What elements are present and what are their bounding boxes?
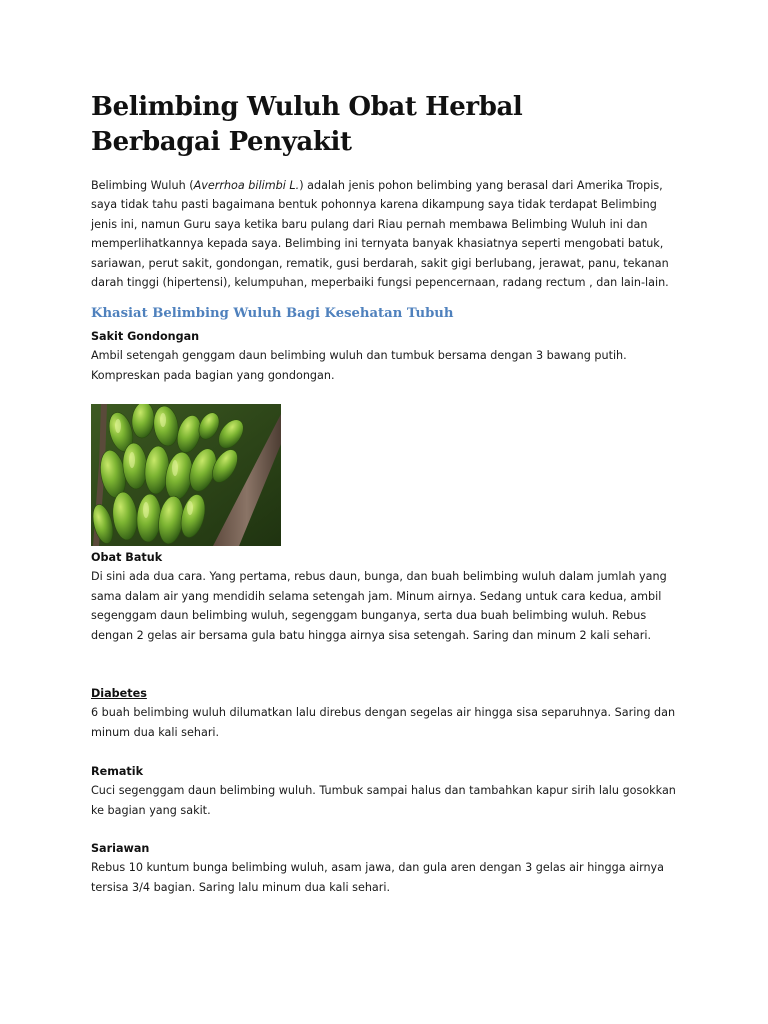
- scientific-name: Averrhoa bilimbi L.: [193, 179, 300, 192]
- section-heading: Khasiat Belimbing Wuluh Bagi Kesehatan Tubuh: [91, 306, 454, 321]
- intro-text-start: Belimbing Wuluh (: [91, 179, 194, 192]
- remedy-heading-batuk: Obat Batuk: [91, 551, 163, 564]
- intro-paragraph: [91, 176, 676, 292]
- page-title-line-1: Belimbing Wuluh Obat Herbal: [91, 92, 523, 122]
- remedy-batuk: [91, 548, 681, 645]
- remedy-diabetes: [91, 684, 681, 742]
- page-title-line-2: Berbagai Penyakit: [91, 127, 352, 157]
- remedy-heading-diabetes: Diabetes: [91, 687, 147, 700]
- remedy-rematik: [91, 762, 681, 820]
- remedy-gondongan: [91, 327, 681, 385]
- remedy-heading-rematik: Rematik: [91, 765, 144, 778]
- remedy-text-batuk: Di sini ada dua cara. Yang pertama, rebus daun, bunga, dan buah belimbing wuluh dalam jumlah yang sama dalam air yang mendidih selama setengah jam. Minum airnya. Sedang untuk cara kedua, ambil segenggam daun belimbing wuluh, segenggam bunganya, serta dua buah belimbing wuluh. Rebus dengan 2 gelas air bersama gula batu hingga airnya sisa setengah. Saring dan minum 2 kali sehari.: [91, 570, 667, 642]
- intro-text-rest: ) adalah jenis pohon belimbing yang berasal dari Amerika Tropis, saya tidak tahu pasti bagaimana bentuk pohonnya karena dikampung saya tidak terdapat Belimbing jenis ini, namun Guru saya ketika baru pulang dari Riau pernah membawa Belimbing Wuluh ini dan memperlihatkannya kepada saya. Belimbing ini ternyata banyak khasiatnya seperti mengobati batuk, sariawan, perut sakit, gondongan, rematik, gusi berdarah, sakit gigi berlubang, jerawat, panu, tekanan darah tinggi (hipertensi), kelumpuhan, meperbaiki fungsi pepencernaan, radang rectum , dan lain-lain.: [91, 179, 669, 290]
- remedy-text-gondongan: Ambil setengah genggam daun belimbing wuluh dan tumbuk bersama dengan 3 bawang putih. Kompreskan pada bagian yang gondongan.: [91, 349, 627, 382]
- remedy-sariawan: [91, 839, 681, 897]
- remedy-text-diabetes: 6 buah belimbing wuluh dilumatkan lalu direbus dengan segelas air hingga sisa separuhnya. Saring dan minum dua kali sehari.: [91, 706, 676, 739]
- page-title: [91, 90, 651, 160]
- remedy-text-sariawan: Rebus 10 kuntum bunga belimbing wuluh, asam jawa, dan gula aren dengan 3 gelas air hingga airnya tersisa 3/4 bagian. Saring lalu minum dua kali sehari.: [91, 861, 665, 894]
- remedy-text-rematik: Cuci segenggam daun belimbing wuluh. Tumbuk sampai halus dan tambahkan kapur sirih lalu gosokkan ke bagian yang sakit.: [91, 784, 676, 817]
- belimbing-wuluh-photo: [91, 404, 281, 546]
- remedy-heading-gondongan: Sakit Gondongan: [91, 330, 200, 343]
- remedy-heading-sariawan: Sariawan: [91, 842, 150, 855]
